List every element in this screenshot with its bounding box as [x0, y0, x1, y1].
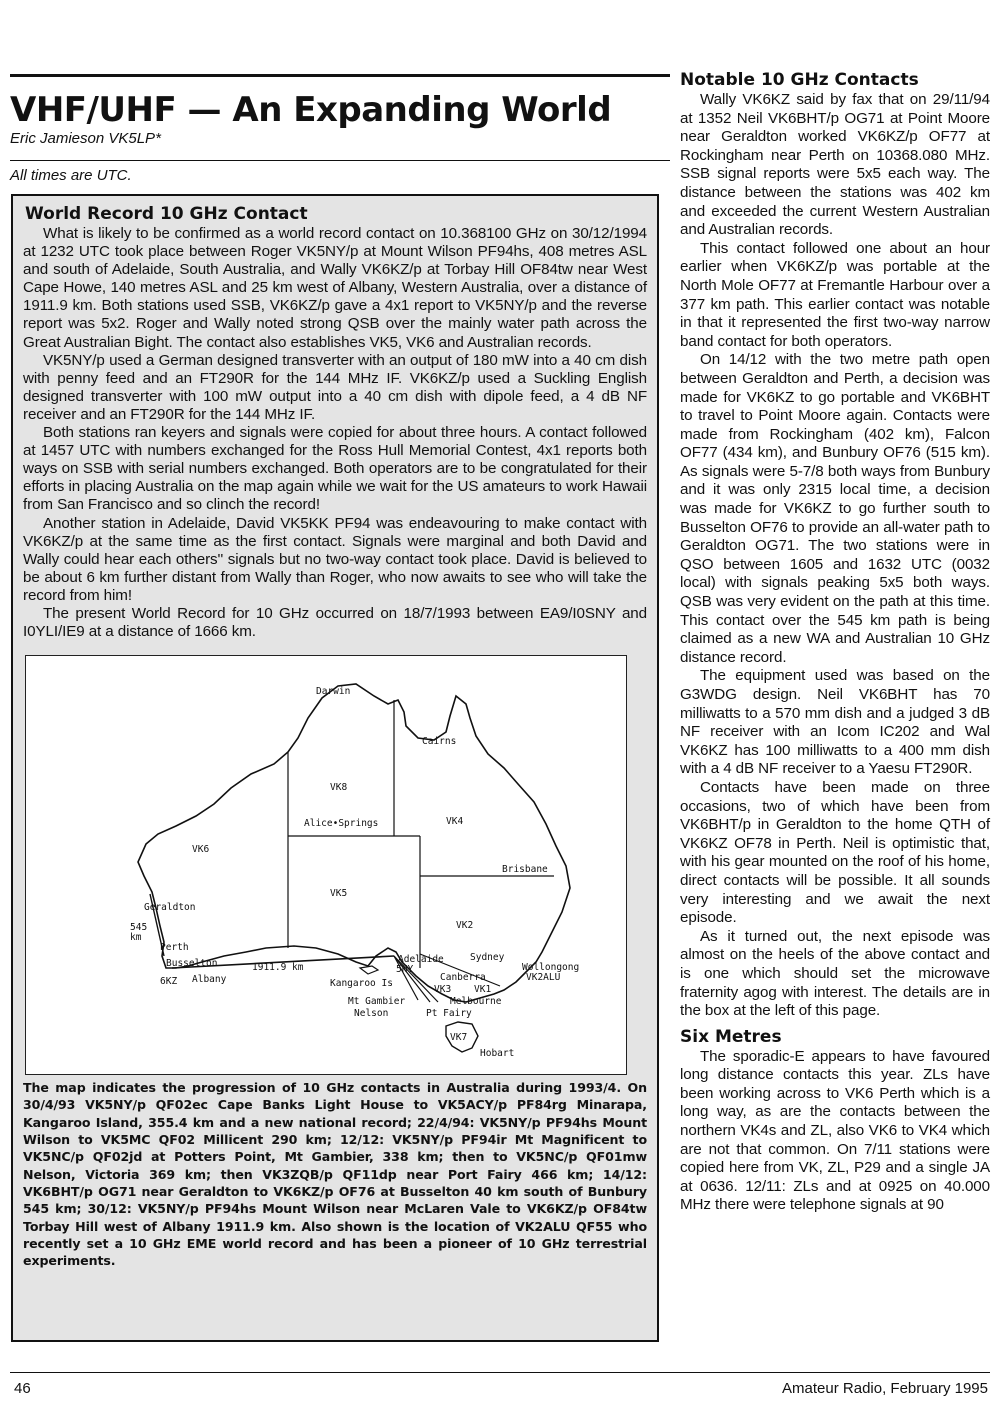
- region-vk7: VK7: [450, 1032, 468, 1044]
- box-paragraph: VK5NY/p used a German designed transverter with an output of 180 mW into a 40 cm dish with penny feed and an FT290R for the 144 MHz IF. VK6KZ/p used a Suckling English designed transverter with 100 mW output into a 40 cm dish with dipole feed, a 4 dB NF receiver and an FT290R for the 144 MHz IF.: [23, 351, 647, 423]
- station-5ny: 5NY: [396, 964, 414, 976]
- distance-545: 545: [130, 922, 148, 934]
- box-paragraph: The present World Record for 10 GHz occurred on 18/7/1993 between EA9/I0SNY and I0YLI/IE9 at a distance of 1666 km.: [23, 604, 647, 641]
- right-column: [680, 70, 990, 1215]
- page-number: 46: [14, 1380, 31, 1397]
- label-melbourne: Melbourne: [450, 996, 502, 1008]
- station-6kz: 6KZ: [160, 976, 178, 988]
- section-heading: Six Metres: [680, 1026, 782, 1047]
- australia-map: [25, 655, 627, 1075]
- distance-545-unit: km: [130, 932, 142, 944]
- article-author: Eric Jamieson VK5LP*: [10, 130, 161, 147]
- label-adelaide: Adelaide: [398, 954, 444, 966]
- box-paragraph: What is likely to be confirmed as a world record contact on 10.368100 GHz on 30/12/1994 at 1232 UTC took place between Roger VK5NY/p at Mount Wilson PF94hs, 408 metres ASL and south of Adelaide, South Australia, and Wally VK6KZ/p at Torbay Hill OF84tw near West Cape Howe, 140 metres ASL and 25 km west of Albany, Western Australia, over a distance of 1911.9 km. Both stations used SSB, VK6KZ/p gave a 4x1 report to VK5NY/p and the reverse report was 5x2. Roger and Wally noted strong QSB over the mainly water path across the Great Australian Bight. The contact also establishes VK5, VK6 and Australian records.: [23, 225, 647, 351]
- box-paragraph: Another station in Adelaide, David VK5KK PF94 was endeavouring to make contact with VK6KZ/p at the same time as the first contact. Signals were marginal and both David and Wally could hear each others'' signals but no two-way contact took place. David is believed to be about 6 km further distant from Wally than Roger, who now awaits to see who will take the record from him!: [23, 514, 647, 604]
- article-title: VHF/UHF — An Expanding World: [10, 90, 612, 130]
- box-paragraph: Both stations ran keyers and signals were copied for about three hours. A contact followed at 1457 UTC with numbers exchanged for the Ross Hull Memorial Contest, 4x1 reports both ways on SSB with serial numbers exchanged. Both operators are to be congratulated for their efforts in placing Australia on the map again while we wait for the US amateurs to work Hawaii from San Francisco and so clinch the record!: [23, 424, 647, 514]
- region-vk5: VK5: [330, 888, 348, 900]
- left-column: [10, 80, 670, 193]
- station-vk2alu: VK2ALU: [526, 972, 561, 984]
- region-vk2: VK2: [456, 920, 474, 932]
- label-hobart: Hobart: [480, 1048, 515, 1060]
- footer-rule: [10, 1372, 990, 1373]
- publication-line: Amateur Radio, February 1995: [782, 1380, 988, 1397]
- paragraph: Contacts have been made on three occasions, two of which have been from VK6BHT/p in Geraldton to the home QTH of VK6KZ OF78 in Perth. Neil is optimistic that, with his gear mounted on the roof of his home, direct contacts will be possible. It all sounds very interesting and we await the next episode.: [680, 778, 990, 927]
- section-heading: Notable 10 GHz Contacts: [680, 70, 919, 90]
- world-record-box: [11, 194, 659, 1342]
- region-vk6: VK6: [192, 844, 210, 856]
- divider: [10, 160, 670, 161]
- map-graphic: [26, 656, 626, 1074]
- label-kangaroo-island: Kangaroo Is: [330, 978, 393, 990]
- region-vk8: VK8: [330, 782, 348, 794]
- label-nelson: Nelson: [354, 1008, 389, 1020]
- label-busselton: Busselton: [166, 958, 218, 970]
- region-vk3: VK3: [434, 984, 452, 996]
- box-heading: World Record 10 GHz Contact: [25, 204, 308, 224]
- label-darwin: Darwin: [316, 686, 351, 698]
- region-vk4: VK4: [446, 816, 464, 828]
- label-cairns: Cairns: [422, 736, 457, 748]
- times-note: All times are UTC.: [10, 167, 132, 184]
- label-mt-gambier: Mt Gambier: [348, 996, 406, 1008]
- label-perth: Perth: [160, 942, 189, 954]
- label-brisbane: Brisbane: [502, 864, 548, 876]
- station-vk1: VK1: [474, 984, 492, 996]
- distance-1911: 1911.9 km: [252, 962, 304, 974]
- label-wollongong: Wollongong: [522, 962, 580, 974]
- map-caption: The map indicates the progression of 10 GHz contacts in Australia during 1993/4. On 30/4/93 VK5NY/p QF02ec Cape Banks Light House to VK5ACY/p PF84rg Minarapa, Kangaroo Island, 355.4 km and a new national record; 22/4/94: VK5NY/p PF94hs Mount Wilson to VK5MC QF02 Millicent 290 km; 12/12: VK5NY/p PF94ir Mt Magnificent to VK5NC/p QF02jd at Potters Point, Mt Gambier, 338 km; then to VK5NC/p QF01mw Nelson, Victoria 369 km; then VK3ZQB/p QF11dp near Port Fairy 466 km; 14/12: VK6BHT/p OG71 near Geraldton to VK6KZ/p OF76 at Busselton 40 km south of Bunbury 545 km; 30/12: VK5NY/p PF94hs Mount Wilson near McLaren Vale to VK6KZ/p OF84tw Torbay Hill west of Albany 1911.9 km. Also shown is the location of VK2ALU QF55 who recently set a 10 GHz EME world record and has been a pioneer of 10 GHz terrestrial experiments.: [23, 1080, 647, 1269]
- australia-outline: [138, 684, 570, 1002]
- paragraph: This contact followed one about an hour earlier when VK6KZ/p was portable at the North Mole OF77 at Fremantle Harbour over a 377 km path. This earlier contact was notable in that it represented the first two-way narrow band contact for both operators.: [680, 239, 990, 350]
- paragraph: On 14/12 with the two metre path open between Geraldton and Perth, a decision was made for VK6KZ to go portable and VK6BHT to travel to Point Moore again. Contacts were made from Rockingham (402 km), Falcon OF77 (434 km), and Bunbury OF76 (515 km). As signals were 5-7/8 both ways from Bunbury and it was only 2315 local time, a decision was made for VK6KZ to go further south to Busselton OF76 to provide an all-water path to Geraldton OG71. The two stations were in QSO between 1605 and 1632 UTC (0032 local) with signals peaking 5x5 both ways. QSB was very evident on the path at this time. This contact over the 545 km path is being claimed as a new WA and Australian 10 GHz distance record.: [680, 351, 990, 666]
- paragraph: Wally VK6KZ said by fax that on 29/11/94 at 1352 Neil VK6BHT/p OG71 at Point Moore near Geraldton worked VK6KZ/p OF77 at Rockingham near Perth on 10368.080 MHz. SSB signal reports were 5x5 each way. The distance between the stations was 402 km and exceeded the current Western Australian and Australian records.: [680, 91, 990, 239]
- label-sydney: Sydney: [470, 952, 505, 964]
- paragraph: As it turned out, the next episode was almost on the heels of the above contact and is one which should set the microwave fraternity agog with interest. The details are in the box at the left of this page.: [680, 927, 990, 1020]
- paragraph: The equipment used was based on the G3WDG design. Neil VK6BHT has 70 milliwatts to a 570 mm dish and a judged 3 dB NF receiver with an Icom IC202 and Wal VK6KZ has 100 milliwatts to a 400 mm dish with a 4 dB NF receiver to a Yaesu FT290R.: [680, 667, 990, 778]
- kangaroo-island: [360, 966, 378, 974]
- header-rule: [10, 74, 670, 77]
- label-alice-springs: Alice•Springs: [304, 818, 379, 830]
- label-albany: Albany: [192, 974, 227, 986]
- label-pt-fairy: Pt Fairy: [426, 1008, 472, 1020]
- paragraph: The sporadic-E appears to have favoured long distance contacts this year. ZLs have been working across to VK6 Perth which is a long way, as are the contacts between the northern VK4s and ZL, also VK6 to VK4 which are not that common. On 7/11 stations were copied here from VK, ZL, P29 and a single JA at 0636. 12/11: ZLs and at 0925 on 40.000 MHz there were telephone signals at 90: [680, 1047, 990, 1214]
- label-geraldton: Geraldton: [144, 902, 196, 914]
- label-canberra: Canberra: [440, 972, 486, 984]
